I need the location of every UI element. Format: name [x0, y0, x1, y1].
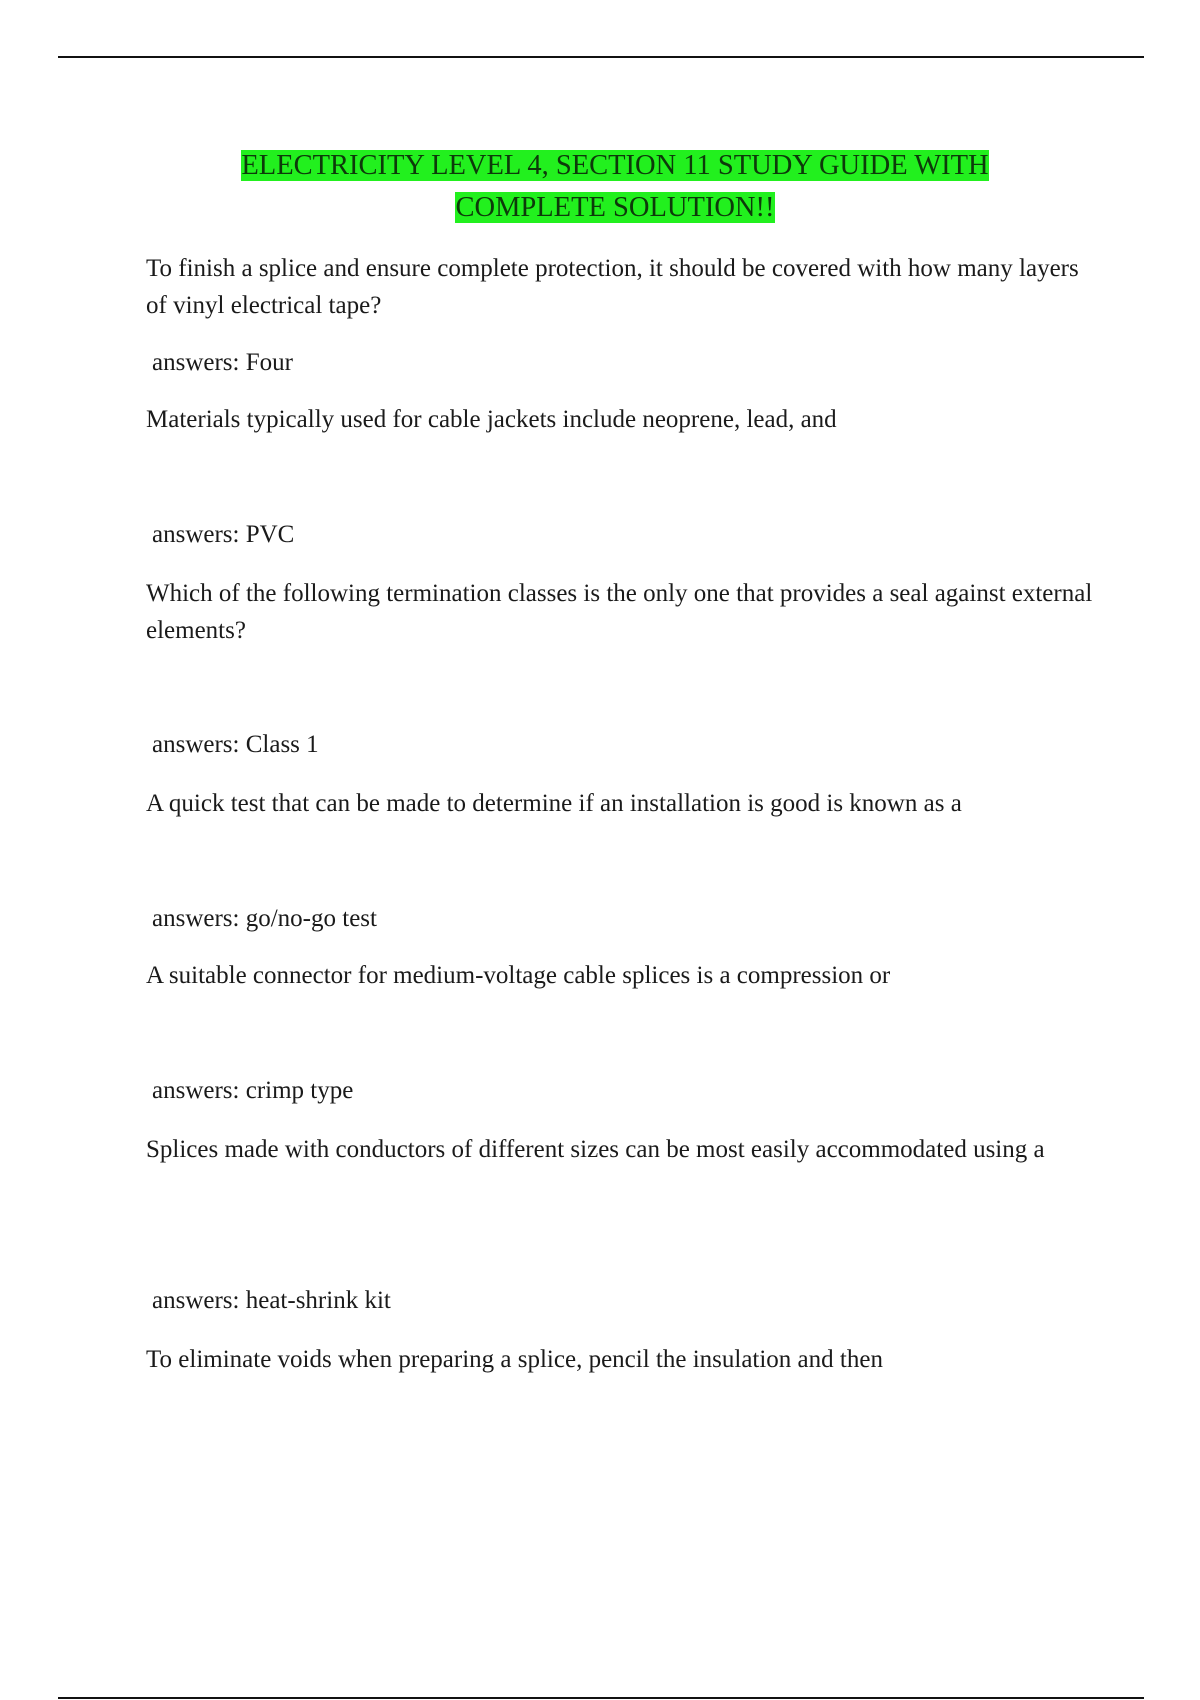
answer-3: answers: Class 1 — [152, 731, 319, 758]
question-5: A suitable connector for medium-voltage cable splices is a compression or — [146, 962, 891, 989]
question-3: Which of the following termination classes is the only one that provides a seal against external elements? — [146, 580, 1093, 644]
question-6: Splices made with conductors of different sizes can be most easily accommodated using a — [146, 1136, 1045, 1163]
question-7: To eliminate voids when preparing a splice, pencil the insulation and then — [146, 1346, 883, 1373]
footer-rule — [58, 1697, 1144, 1699]
question-4: A quick test that can be made to determine if an installation is good is known as a — [146, 790, 962, 817]
question-1: To finish a splice and ensure complete protection, it should be covered with how many layers of vinyl electrical tape? — [146, 255, 1079, 319]
answer-2: answers: PVC — [152, 521, 295, 548]
document-title — [140, 145, 1090, 229]
title-line-2: COMPLETE SOLUTION!! — [455, 192, 775, 223]
question-2: Materials typically used for cable jackets include neoprene, lead, and — [146, 406, 837, 433]
answer-5: answers: crimp type — [152, 1077, 354, 1104]
answer-6: answers: heat-shrink kit — [152, 1287, 391, 1314]
answer-4: answers: go/no-go test — [152, 905, 377, 932]
title-line-1: ELECTRICITY LEVEL 4, SECTION 11 STUDY GUIDE WITH — [241, 150, 989, 181]
header-rule — [58, 56, 1144, 58]
answer-1: answers: Four — [152, 349, 293, 376]
